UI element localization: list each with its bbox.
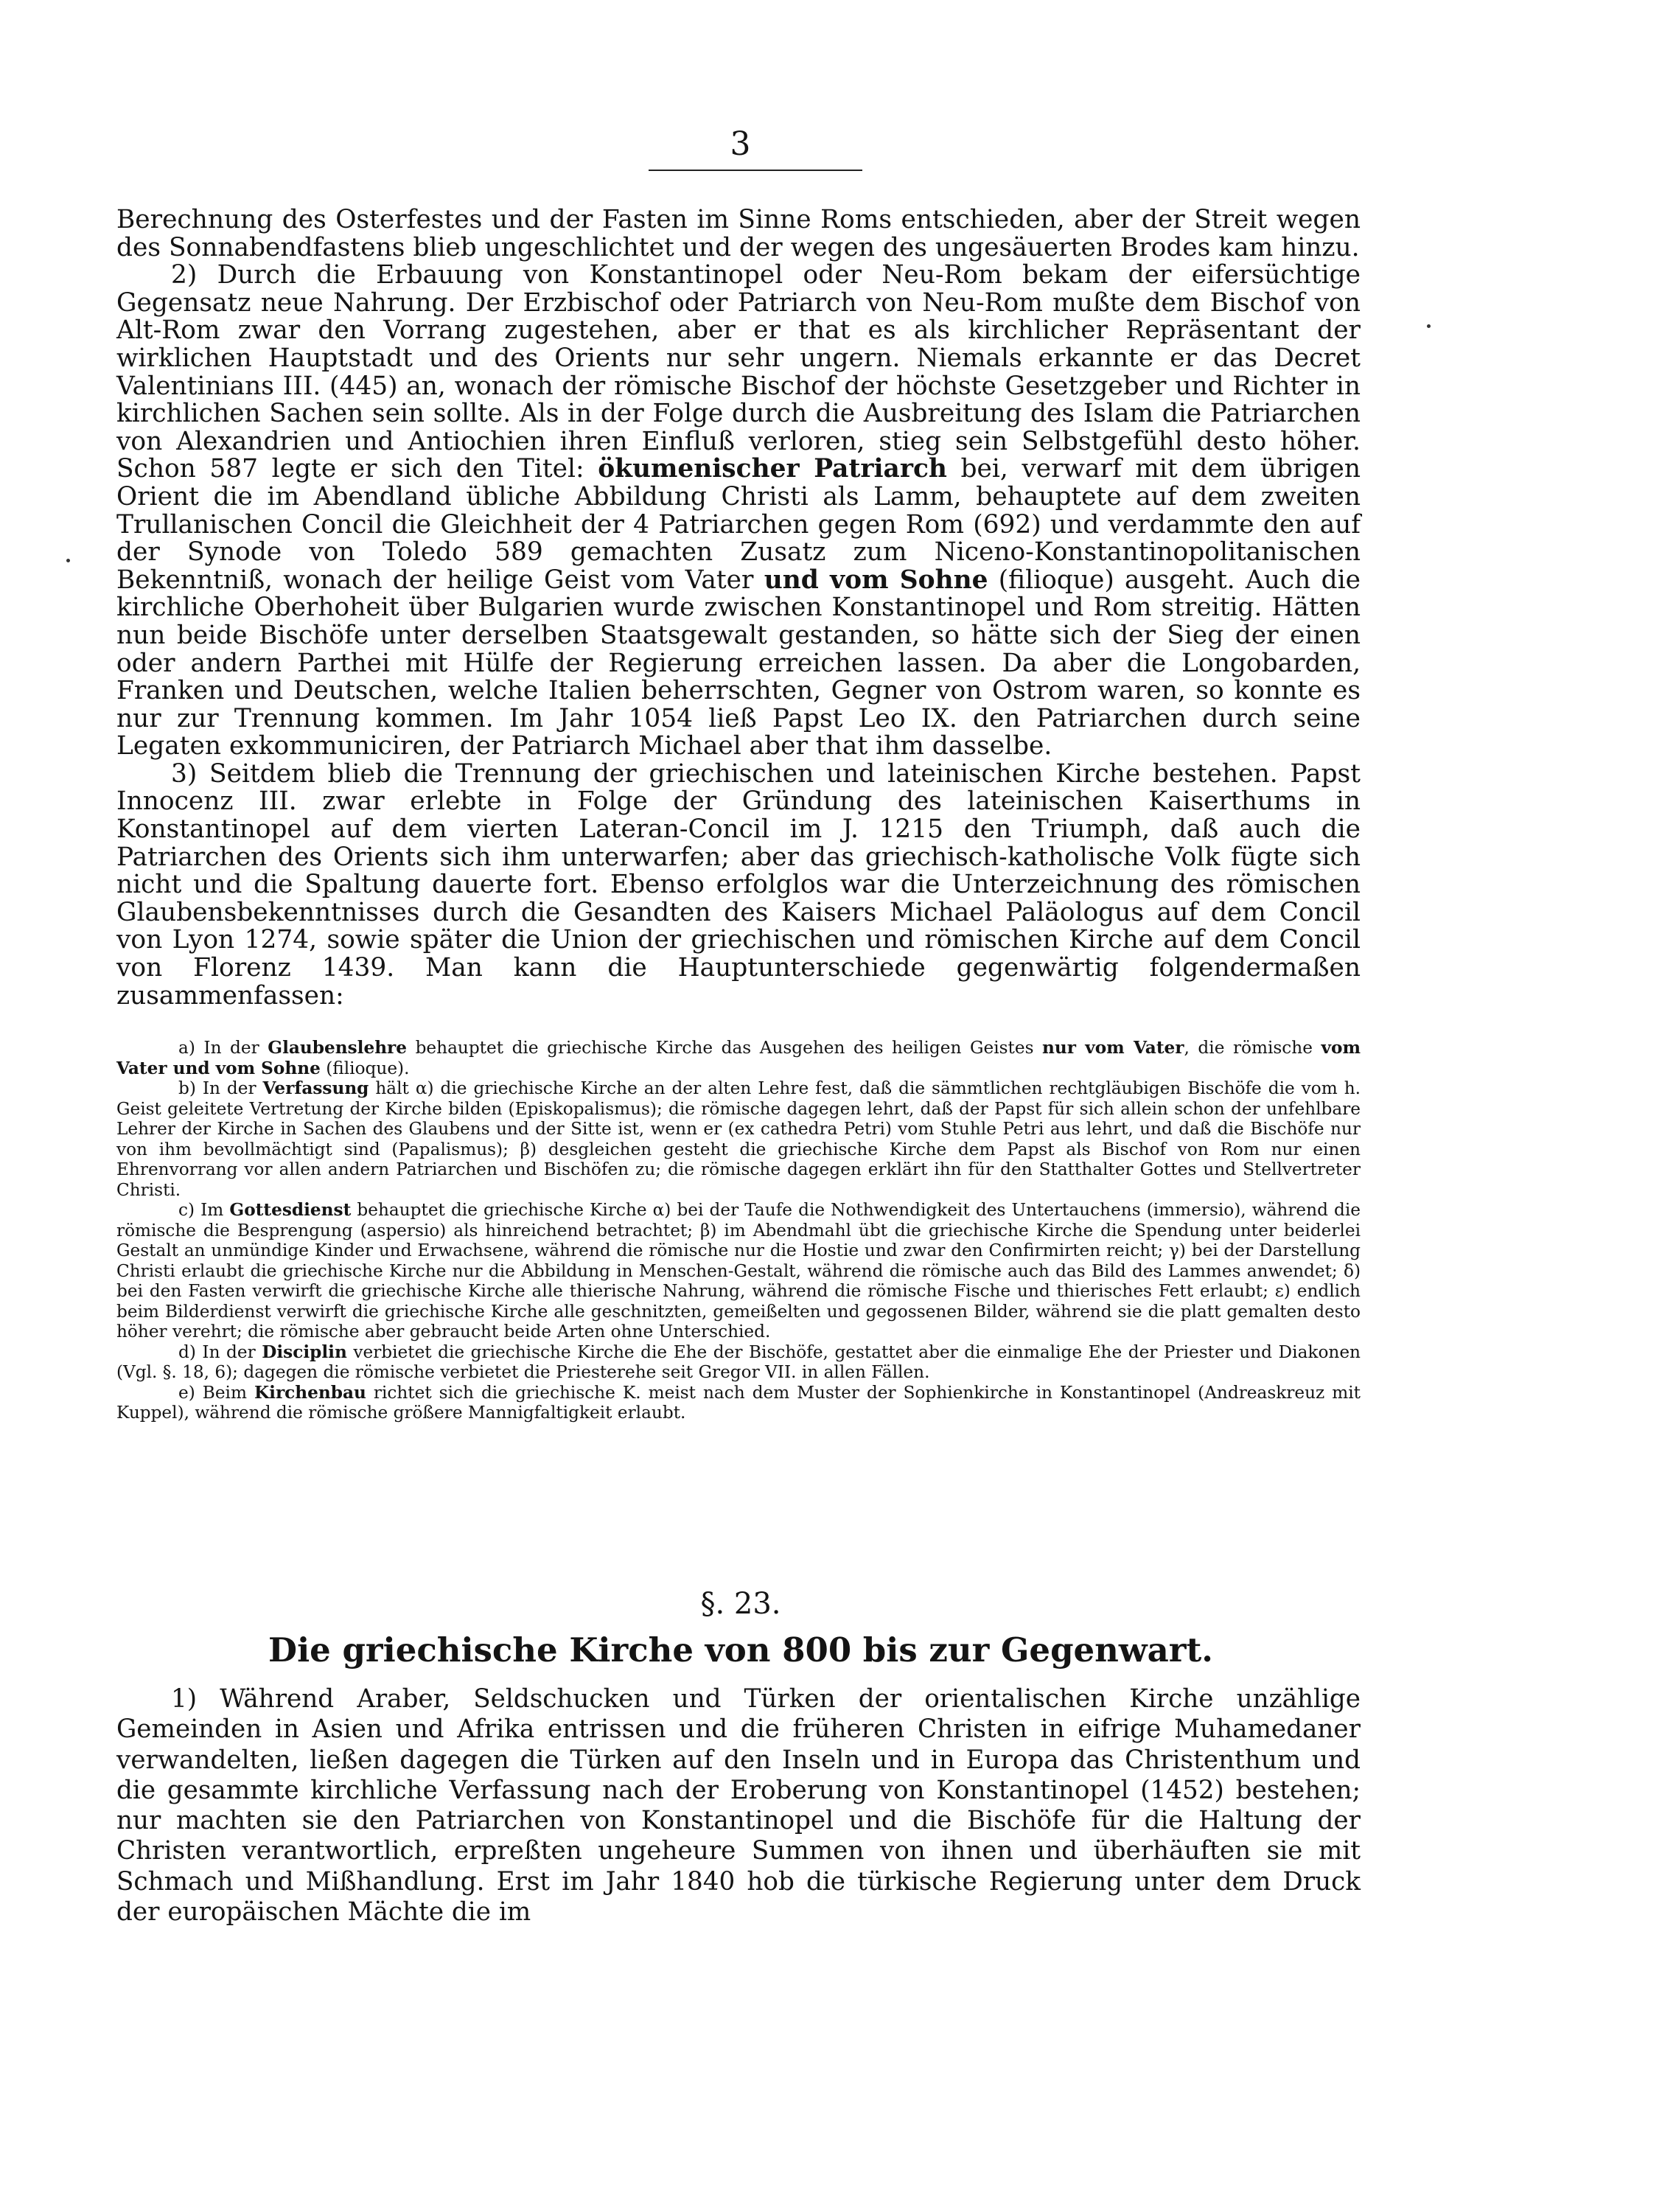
text-run: d) In der — [178, 1341, 262, 1362]
paragraph — [116, 1038, 1361, 1078]
emphasized-term: Gottesdienst — [229, 1200, 352, 1220]
emphasized-term: Glaubenslehre — [268, 1038, 408, 1058]
text-run: behauptet die griechische Kirche das Ausgehen des heiligen Geistes — [407, 1038, 1043, 1058]
margin-dot — [1427, 324, 1431, 328]
section-title: Die griechische Kirche von 800 bis zur Gegenwart. — [268, 1630, 1213, 1670]
paragraph — [116, 262, 1361, 761]
text-run: (filioque). — [320, 1058, 410, 1078]
paragraph — [116, 206, 1361, 262]
text-run: a) In der — [178, 1038, 268, 1058]
page-number: 3 — [730, 125, 752, 163]
emphasized-term: Verfassung — [262, 1078, 369, 1098]
text-run: 2) Durch die Erbauung von Konstantinopel oder Neu-Rom bekam der eifersüchtige Gegensatz neue Nahrung. Der Erzbischof oder Patriarch von Neu-Rom mußte dem Bischof von Alt-Rom zwar den Vorrang zugestehen, aber er that es als kirchlicher Repräsentant der wirklichen Hauptstadt und des Orients nur sehr ungern. Niemals erkannte er das Decret Valentinians III. (445) an, wonach der römische Bischof der höchste Gesetzgeber und Richter in kirchlichen Sachen sein sollte. Als in der Folge durch die Ausbreitung des Islam die Patriarchen von Alexandrien und Antiochien ihren Einfluß verloren, stieg sein Selbstgefühl desto höher. Schon 587 legte er sich den Titel: — [116, 260, 1361, 484]
text-run: 3) Seitdem blieb die Trennung der griechischen und lateinischen Kirche bestehen. Papst Innocenz III. zwar erlebte in Folge der Gründung des lateinischen Kaiserthums in Konstantinopel auf dem vierten Lateran-Concil im J. 1215 den Triumph, daß auch die Patriarchen des Orients sich ihm unterwarfen; aber das griechisch-katholische Volk fügte sich nicht und die Spaltung dauerte fort. Ebenso erfolglos war die Unterzeichnung des römischen Glaubensbekenntnisses durch die Gesandten des Kaisers Michael Paläologus auf dem Concil von Lyon 1274, sowie später die Union der griechischen und römischen Kirche auf dem Concil von Florenz 1439. Man kann die Hauptunterschiede gegenwärtig folgendermaßen zusammenfassen: — [116, 758, 1361, 1011]
text-run: c) Im — [178, 1200, 230, 1220]
emphasized-term: und vom Sohne — [764, 565, 988, 595]
page-number-rule — [649, 170, 862, 171]
summary-small-print — [116, 1038, 1361, 1423]
emphasized-term: vom Vater und vom Sohne — [116, 1038, 1361, 1078]
paragraph — [116, 1200, 1361, 1342]
paragraph — [116, 1078, 1361, 1200]
paragraph — [116, 758, 1361, 1011]
paragraph — [116, 1342, 1361, 1383]
margin-dot — [66, 559, 70, 562]
emphasized-term: Kirchenbau — [254, 1382, 366, 1403]
text-run: Berechnung des Osterfestes und der Fasten im Sinne Roms entschieden, aber der Streit wegen des Sonnabendfastens blieb ungeschlichtet und der wegen des ungesäuerten Brodes kam hinzu. — [116, 205, 1361, 262]
section-number: §. 23. — [700, 1587, 781, 1621]
text-run: e) Beim — [178, 1382, 254, 1403]
text-run: behauptet die griechische Kirche α) bei der Taufe die Nothwendigkeit des Untertauchens (immersio), während die römische die Besprengung (aspersio) als hinreichend betrachtet; β) im Abendmahl übt die griechische Kirche die Spendung unter beiderlei Gestalt an unmündige Kinder und Erwachsene, während die römische nur die Hostie und zwar den Confirmirten reicht; γ) bei der Darstellung Christi erlaubt die griechische Kirche nur die Abbildung in Menschen-Gestalt, während die römische auch das Bild des Lammes anwendet; δ) bei den Fasten verwirft die griechische Kirche alle thierische Nahrung, während die römische Fische und thierisches Fett erlaubt; ε) endlich beim Bilderdienst verwirft die griechische Kirche alle geschnitzten, gemeißelten und gegossenen Bilder, während sie die platt gemalten desto höher verehrt; die römische aber gebraucht beide Arten ohne Unterschied. — [116, 1200, 1361, 1341]
paragraph — [116, 1383, 1361, 1423]
text-run: (filioque) ausgeht. Auch die kirchliche Oberhoheit über Bulgarien wurde zwischen Konstantinopel und Rom streitig. Hätten nun beide Bischöfe unter derselben Staatsgewalt gestanden, so hätte sich der Sieg der einen oder andern Parthei mit Hülfe der Regierung erreichen lassen. Da aber die Longobarden, Franken und Deutschen, welche Italien beherrschten, Gegner von Ostrom waren, so konnte es nur zur Trennung kommen. Im Jahr 1054 ließ Papst Leo IX. den Patriarchen durch seine Legaten exkommuniciren, der Patriarch Michael aber that ihm dasselbe. — [116, 565, 1361, 761]
text-run: bei, verwarf mit dem übrigen Orient die im Abendland übliche Abbildung Christi als Lamm, behauptete auf dem zweiten Trullanischen Concil die Gleichheit der 4 Patriarchen gegen Rom (692) und verdammte den auf der Synode von Toledo 589 gemachten Zusatz zum Niceno-Konstantinopolitanischen Bekenntniß, wonach der heilige Geist vom Vater — [116, 454, 1361, 595]
text-run: hält α) die griechische Kirche an der alten Lehre fest, daß die sämmtlichen rechtgläubigen Bischöfe die vom h. Geist geleitete Vertretung der Kirche bilden (Episkopalismus); die römische dagegen lehrt, daß der Papst für sich allein schon der unfehlbare Lehrer der Kirche in Sachen des Glaubens und der Sitte ist, wenn er (ex cathedra Petri) vom Stuhle Petri aus lehrt, und daß die Bischöfe nur von ihm bevollmächtigt sind (Papalismus); β) desgleichen gesteht die griechische Kirche dem Papst als Bischof von Rom nur einen Ehrenvorrang vor allen andern Patriarchen und Bischöfen zu; die römische dagegen erklärt ihn für den Statthalter Gottes und Stellvertreter Christi. — [116, 1078, 1361, 1200]
section-paragraph: 1) Während Araber, Seldschucken und Türken der orientalischen Kirche unzählige Gemeinden in Asien und Afrika entrissen und die früheren Christen in eifrige Muhamedaner verwandelten, ließen dagegen die Türken auf den Inseln und in Europa das Christenthum und die gesammte kirchliche Verfassung nach der Eroberung von Konstantinopel (1452) bestehen; nur machten sie den Patriarchen von Konstantinopel und die Bischöfe für die Haltung der Christen verantwortlich, erpreßten ungeheure Summen von ihnen und überhäuften sie mit Schmach und Mißhandlung. Erst im Jahr 1840 hob die türkische Regierung unter dem Druck der europäischen Mächte die im — [116, 1684, 1361, 1927]
emphasized-term: nur vom Vater — [1042, 1038, 1184, 1058]
section-body — [116, 1684, 1361, 1927]
text-run: richtet sich die griechische K. meist nach dem Muster der Sophienkirche in Konstantinopel (Andreaskreuz mit Kuppel), während die römische größere Mannigfaltigkeit erlaubt. — [116, 1382, 1361, 1423]
text-run: b) In der — [178, 1078, 263, 1098]
emphasized-term: ökumenischer Patriarch — [598, 454, 947, 484]
text-run: , die römische — [1184, 1038, 1321, 1058]
emphasized-term: Disciplin — [262, 1341, 347, 1362]
text-run: verbietet die griechische Kirche die Ehe der Bischöfe, gestattet aber die einmalige Ehe der Priester und Diakonen (Vgl. §. 18, 6); dagegen die römische verbietet die Priesterehe seit Gregor VII. in allen Fällen. — [116, 1341, 1361, 1382]
main-text-block — [116, 206, 1361, 1010]
